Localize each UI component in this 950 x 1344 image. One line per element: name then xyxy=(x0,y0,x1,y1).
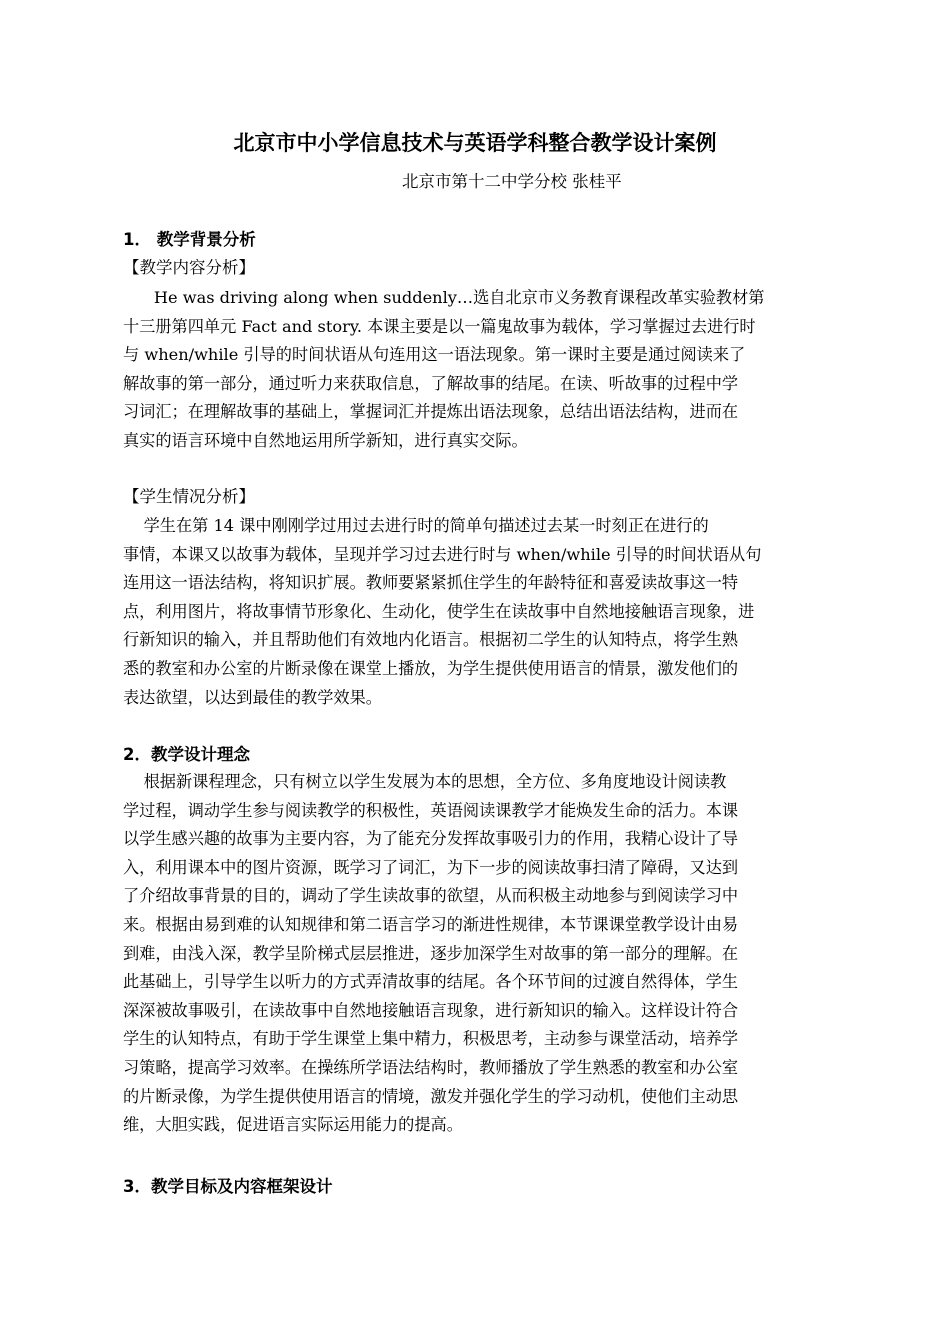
content-analysis-label: 【教学内容分析】 xyxy=(123,258,255,277)
student-analysis-paragraph xyxy=(123,512,843,712)
paragraph-line: 悉的教室和办公室的片断录像在课堂上播放，为学生提供使用语言的情景，激发他们的 xyxy=(123,658,739,678)
paragraph-line: He was driving along when suddenly…选自北京市义务教育课程改革实验教材第 xyxy=(123,288,765,307)
paragraph-line: 解故事的第一部分，通过听力来获取信息，了解故事的结尾。在读、听故事的过程中学 xyxy=(123,373,739,393)
paragraph-line: 到难，由浅入深，教学呈阶梯式层层推进，逐步加深学生对故事的第一部分的理解。在 xyxy=(123,943,739,963)
paragraph-line: 以学生感兴趣的故事为主要内容，为了能充分发挥故事吸引力的作用，我精心设计了导 xyxy=(123,829,739,849)
section-heading-1: 1． 教学背景分析 xyxy=(123,230,256,249)
paragraph-line: 事情，本课又以故事为载体，呈现并学习过去进行时与 when/while 引导的时间状语从句 xyxy=(123,544,762,564)
paragraph-line: 真实的语言环境中自然地运用所学新知，进行真实交际。 xyxy=(123,430,528,450)
paragraph-line: 了介绍故事背景的目的，调动了学生读故事的欲望，从而积极主动地参与到阅读学习中 xyxy=(123,886,739,906)
paragraph-line: 表达欲望，以达到最佳的教学效果。 xyxy=(123,687,382,707)
paragraph-line: 的片断录像，为学生提供使用语言的情境，激发并强化学生的学习动机，使他们主动思 xyxy=(123,1086,739,1106)
section-heading-3: 3．教学目标及内容框架设计 xyxy=(123,1177,333,1196)
document-title: 北京市中小学信息技术与英语学科整合教学设计案例 xyxy=(233,131,717,155)
paragraph-line: 来。根据由易到难的认知规律和第二语言学习的渐进性规律，本节课课堂教学设计由易 xyxy=(123,914,739,934)
paragraph-line: 学生在第 14 课中刚刚学过用过去进行时的简单句描述过去某一时刻正在进行的 xyxy=(123,516,709,535)
paragraph-line: 习词汇；在理解故事的基础上，掌握词汇并提炼出语法现象，总结出语法结构，进而在 xyxy=(123,402,739,422)
paragraph-line: 维，大胆实践，促进语言实际运用能力的提高。 xyxy=(123,1115,463,1135)
section-heading-2: 2．教学设计理念 xyxy=(123,745,250,764)
design-concept-paragraph xyxy=(123,768,843,1140)
student-analysis-label: 【学生情况分析】 xyxy=(123,487,255,506)
paragraph-line: 学过程，调动学生参与阅读教学的积极性，英语阅读课教学才能焕发生命的活力。本课 xyxy=(123,800,739,820)
paragraph-line: 根据新课程理念，只有树立以学生发展为本的思想，全方位、多角度地设计阅读教 xyxy=(123,772,727,791)
paragraph-line: 点，利用图片，将故事情节形象化、生动化，使学生在读故事中自然地接触语言现象，进 xyxy=(123,601,755,621)
paragraph-line: 学生的认知特点，有助于学生课堂上集中精力，积极思考，主动参与课堂活动，培养学 xyxy=(123,1029,739,1049)
author-line: 北京市第十二中学分校 张桂平 xyxy=(402,172,622,191)
paragraph-line: 连用这一语法结构，将知识扩展。教师要紧紧抓住学生的年龄特征和喜爱读故事这一特 xyxy=(123,573,739,593)
paragraph-line: 入，利用课本中的图片资源，既学习了词汇，为下一步的阅读故事扫清了障碍，又达到 xyxy=(123,857,739,877)
paragraph-line: 行新知识的输入，并且帮助他们有效地内化语言。根据初二学生的认知特点，将学生熟 xyxy=(123,630,739,650)
paragraph-line: 深深被故事吸引，在读故事中自然地接触语言现象，进行新知识的输入。这样设计符合 xyxy=(123,1000,739,1020)
paragraph-line: 习策略，提高学习效率。在操练所学语法结构时，教师播放了学生熟悉的教室和办公室 xyxy=(123,1057,739,1077)
paragraph-line: 与 when/while 引导的时间状语从句连用这一语法现象。第一课时主要是通过阅读来了 xyxy=(123,345,746,365)
paragraph-line: 此基础上，引导学生以听力的方式弄清故事的结尾。各个环节间的过渡自然得体，学生 xyxy=(123,972,739,992)
paragraph-line: 十三册第四单元 Fact and story. 本课主要是以一篇鬼故事为载体，学习掌握过去进行时 xyxy=(123,316,756,336)
content-analysis-paragraph xyxy=(123,284,843,456)
